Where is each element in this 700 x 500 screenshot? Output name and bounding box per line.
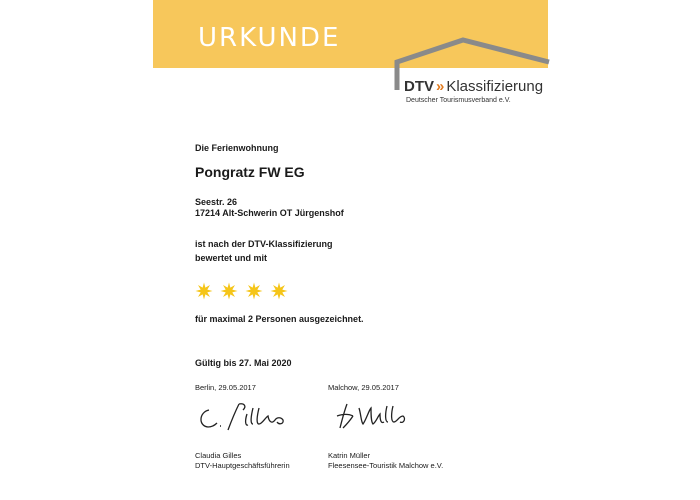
validity-text: Gültig bis 27. Mai 2020 — [195, 358, 292, 368]
signatory-1-role: DTV-Hauptgeschäftsführerin — [195, 461, 290, 470]
dtv-logo — [404, 78, 549, 112]
logo-organization: Deutscher Tourismusverband e.V. — [406, 97, 511, 104]
signatory-1-name: Claudia Gilles — [195, 451, 242, 460]
signature-1-image — [195, 400, 300, 432]
capacity-text: für maximal 2 Personen ausgezeichnet. — [195, 314, 364, 324]
star-icon — [270, 282, 288, 300]
logo-name: Klassifizierung — [446, 78, 544, 95]
city-address: 17214 Alt-Schwerin OT Jürgenshof — [195, 208, 344, 218]
signatory-2-place-date: Malchow, 29.05.2017 — [328, 383, 399, 392]
statement-line-2: bewertet und mit — [195, 253, 268, 263]
certificate-title: URKUNDE — [198, 23, 341, 53]
logo-brand: DTV — [404, 78, 434, 95]
star-icon — [220, 282, 238, 300]
property-name: Pongratz FW EG — [195, 164, 305, 180]
signatory-2-role: Fleesensee-Touristik Malchow e.V. — [328, 461, 444, 470]
signature-2-image — [333, 398, 423, 432]
star-icon — [245, 282, 263, 300]
certificate-page — [153, 0, 548, 500]
star-rating — [195, 282, 295, 302]
statement-line-1: ist nach der DTV-Klassifizierung — [195, 239, 333, 249]
logo-arrows-icon: » — [436, 78, 445, 95]
star-icon — [195, 282, 213, 300]
signatory-2-name: Katrin Müller — [328, 451, 371, 460]
street-address: Seestr. 26 — [195, 197, 238, 207]
intro-text: Die Ferienwohnung — [195, 143, 279, 153]
signatory-1-place-date: Berlin, 29.05.2017 — [195, 383, 256, 392]
